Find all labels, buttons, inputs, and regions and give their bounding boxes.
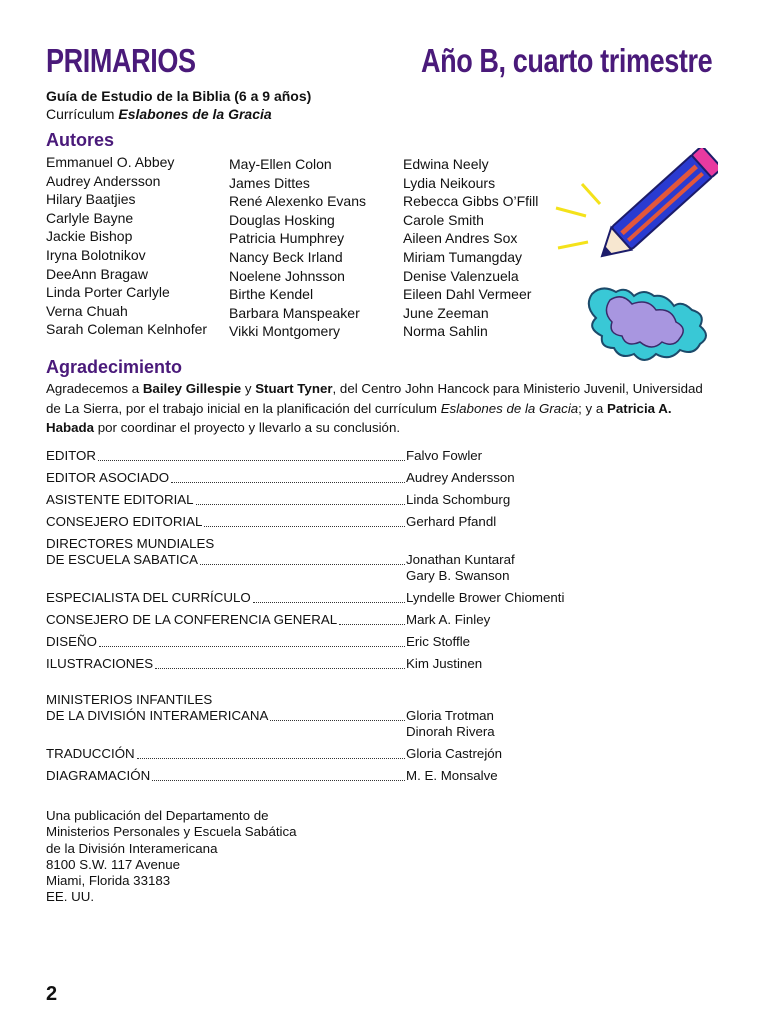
credit-name: Gary B. Swanson bbox=[406, 568, 510, 583]
authors-column-3 bbox=[403, 155, 538, 341]
credit-name: Falvo Fowler bbox=[406, 448, 483, 463]
guide-subtitle: Guía de Estudio de la Biblia (6 a 9 años) bbox=[46, 88, 312, 104]
credit-role: CONSEJERO EDITORIAL bbox=[46, 514, 203, 529]
credit-role: EDITOR ASOCIADO bbox=[46, 470, 170, 485]
blob-clipart-icon bbox=[582, 282, 722, 368]
credit-names bbox=[406, 448, 482, 464]
credit-name: Audrey Andersson bbox=[406, 470, 515, 485]
credit-name: Eric Stoffle bbox=[406, 634, 471, 649]
authors-column-2 bbox=[229, 155, 366, 341]
dot-leader bbox=[98, 459, 405, 461]
ack-text-1: Agradecemos a bbox=[46, 381, 143, 396]
publication-line: EE. UU. bbox=[46, 889, 95, 905]
credit-names bbox=[406, 656, 482, 672]
dot-leader bbox=[196, 503, 405, 505]
author-name: Carole Smith bbox=[403, 211, 484, 228]
author-name: Linda Porter Carlyle bbox=[46, 284, 170, 301]
author-name: Carlyle Bayne bbox=[46, 209, 134, 226]
credit-role: ESPECIALISTA DEL CURRÍCULO bbox=[46, 590, 251, 605]
dot-leader bbox=[137, 757, 405, 759]
credit-role: EDITOR bbox=[46, 448, 96, 463]
pencil-clipart-icon bbox=[548, 148, 718, 268]
credit-names bbox=[406, 612, 490, 628]
author-name: James Dittes bbox=[229, 174, 310, 191]
dot-leader bbox=[339, 623, 405, 625]
page-number: 2 bbox=[46, 983, 58, 1005]
author-name: Rebecca Gibbs O’Ffill bbox=[403, 193, 539, 210]
credit-row bbox=[46, 590, 726, 606]
author-name: Nancy Beck Irland bbox=[229, 248, 343, 265]
credit-names bbox=[406, 746, 502, 762]
credit-row bbox=[46, 692, 726, 740]
credit-row bbox=[46, 612, 726, 628]
credit-role: DE ESCUELA SABATICA bbox=[46, 552, 198, 567]
author-name: Emmanuel O. Abbey bbox=[46, 154, 175, 170]
credit-name: M. E. Monsalve bbox=[406, 768, 498, 783]
publication-line: 8100 S.W. 117 Avenue bbox=[46, 856, 181, 872]
credit-name: Mark A. Finley bbox=[406, 612, 491, 627]
credit-name: Lyndelle Brower Chiomenti bbox=[406, 590, 565, 605]
publication-line: de la División Interamericana bbox=[46, 840, 218, 856]
author-name: Lydia Neikours bbox=[403, 174, 496, 191]
author-name: June Zeeman bbox=[403, 304, 489, 321]
dot-leader bbox=[253, 601, 405, 603]
dot-leader bbox=[171, 481, 405, 483]
publication-line: Una publicación del Departamento de bbox=[46, 808, 269, 823]
publication-info bbox=[46, 808, 297, 906]
ack-text-4: ; y a bbox=[578, 400, 607, 416]
credits-list bbox=[46, 448, 726, 784]
publication-line: Ministerios Personales y Escuela Sabática bbox=[46, 824, 297, 840]
ack-name-tyner: Stuart Tyner bbox=[255, 381, 333, 396]
credit-role: DIAGRAMACIÓN bbox=[46, 768, 151, 783]
credit-names bbox=[406, 768, 498, 784]
credit-name: Gerhard Pfandl bbox=[406, 514, 497, 529]
credit-names bbox=[406, 590, 564, 606]
author-name: Aileen Andres Sox bbox=[403, 230, 518, 247]
credit-row bbox=[46, 492, 726, 508]
credit-role: MINISTERIOS INFANTILES bbox=[46, 692, 213, 707]
credit-role: ASISTENTE EDITORIAL bbox=[46, 492, 194, 507]
dot-leader bbox=[155, 667, 405, 669]
author-name: René Alexenko Evans bbox=[229, 193, 366, 210]
acknowledgement-text bbox=[46, 379, 716, 438]
authors-heading: Autores bbox=[46, 130, 115, 150]
author-name: Barbara Manspeaker bbox=[229, 304, 360, 321]
author-name: Eileen Dahl Vermeer bbox=[403, 286, 532, 303]
author-name: Birthe Kendel bbox=[229, 286, 314, 303]
credit-name: Linda Schomburg bbox=[406, 492, 511, 507]
credit-role: DISEÑO bbox=[46, 634, 97, 649]
author-name: May-Ellen Colon bbox=[229, 156, 332, 172]
author-name: Audrey Andersson bbox=[46, 172, 161, 189]
author-name: Jackie Bishop bbox=[46, 228, 133, 245]
credit-name: Gloria Trotman bbox=[406, 708, 494, 723]
author-name: Norma Sahlin bbox=[403, 323, 488, 340]
page-header-right: Año B, cuarto trimestre bbox=[420, 42, 712, 79]
credit-row bbox=[46, 470, 726, 486]
credit-row bbox=[46, 536, 726, 584]
credit-row bbox=[46, 768, 726, 784]
publication-line: Miami, Florida 33183 bbox=[46, 873, 171, 889]
curriculum-line bbox=[46, 106, 272, 122]
credit-names bbox=[406, 552, 515, 584]
author-name: Vikki Montgomery bbox=[229, 323, 341, 340]
credit-names bbox=[406, 514, 496, 530]
credit-row bbox=[46, 656, 726, 672]
credit-name: Dinorah Rivera bbox=[406, 724, 495, 739]
authors-column-1 bbox=[46, 153, 207, 339]
author-name: Noelene Johnsson bbox=[229, 267, 345, 284]
curriculum-prefix: Currículum bbox=[46, 106, 119, 122]
credit-role: TRADUCCIÓN bbox=[46, 746, 135, 761]
ack-text-5: por coordinar el proyecto y llevarlo a su conclusión. bbox=[94, 420, 401, 435]
dot-leader bbox=[99, 645, 405, 647]
page-header-left: PRIMARIOS bbox=[46, 42, 196, 79]
credit-row bbox=[46, 514, 726, 530]
ack-text-3: , del Centro John Hancock para Ministerio Juvenil, Universidad de La Sierra, por el trabajo inicial en la planificación del currículum bbox=[46, 381, 703, 416]
dot-leader bbox=[270, 719, 405, 721]
credit-names bbox=[406, 634, 470, 650]
ack-name-habada: Patricia A. Habada bbox=[46, 400, 672, 435]
credit-role: CONSEJERO DE LA CONFERENCIA GENERAL bbox=[46, 612, 338, 627]
credit-name: Gloria Castrejón bbox=[406, 746, 503, 761]
credit-names bbox=[406, 492, 510, 508]
acknowledgement-heading: Agradecimiento bbox=[46, 357, 183, 377]
author-name: Edwina Neely bbox=[403, 156, 489, 172]
ack-curriculum-name: Eslabones de la Gracia bbox=[440, 400, 579, 416]
author-name: Iryna Bolotnikov bbox=[46, 246, 146, 263]
author-name: Douglas Hosking bbox=[229, 211, 335, 228]
author-name: Sarah Coleman Kelnhofer bbox=[46, 321, 208, 338]
author-name: DeeAnn Bragaw bbox=[46, 265, 148, 282]
spark-lines bbox=[556, 184, 600, 248]
credit-role: ILUSTRACIONES bbox=[46, 656, 154, 671]
credit-role: DIRECTORES MUNDIALES bbox=[46, 536, 215, 551]
credit-names bbox=[406, 708, 495, 740]
ack-name-gillespie: Bailey Gillespie bbox=[142, 381, 242, 396]
dot-leader bbox=[152, 779, 405, 781]
author-name: Hilary Baatjies bbox=[46, 191, 136, 208]
author-name: Denise Valenzuela bbox=[403, 267, 519, 284]
credit-name: Kim Justinen bbox=[406, 656, 483, 671]
author-name: Miriam Tumangday bbox=[403, 248, 523, 265]
credit-names bbox=[406, 470, 515, 486]
credit-role: DE LA DIVISIÓN INTERAMERICANA bbox=[46, 708, 269, 723]
credit-name: Jonathan Kuntaraf bbox=[406, 552, 515, 567]
credit-row bbox=[46, 448, 726, 464]
dot-leader bbox=[200, 563, 405, 565]
curriculum-name: Eslabones de la Gracia bbox=[118, 106, 272, 122]
author-name: Verna Chuah bbox=[46, 302, 128, 319]
dot-leader bbox=[204, 525, 405, 527]
author-name: Patricia Humphrey bbox=[229, 230, 345, 247]
ack-text-2: y bbox=[241, 381, 256, 396]
credit-row bbox=[46, 746, 726, 762]
credit-row bbox=[46, 634, 726, 650]
